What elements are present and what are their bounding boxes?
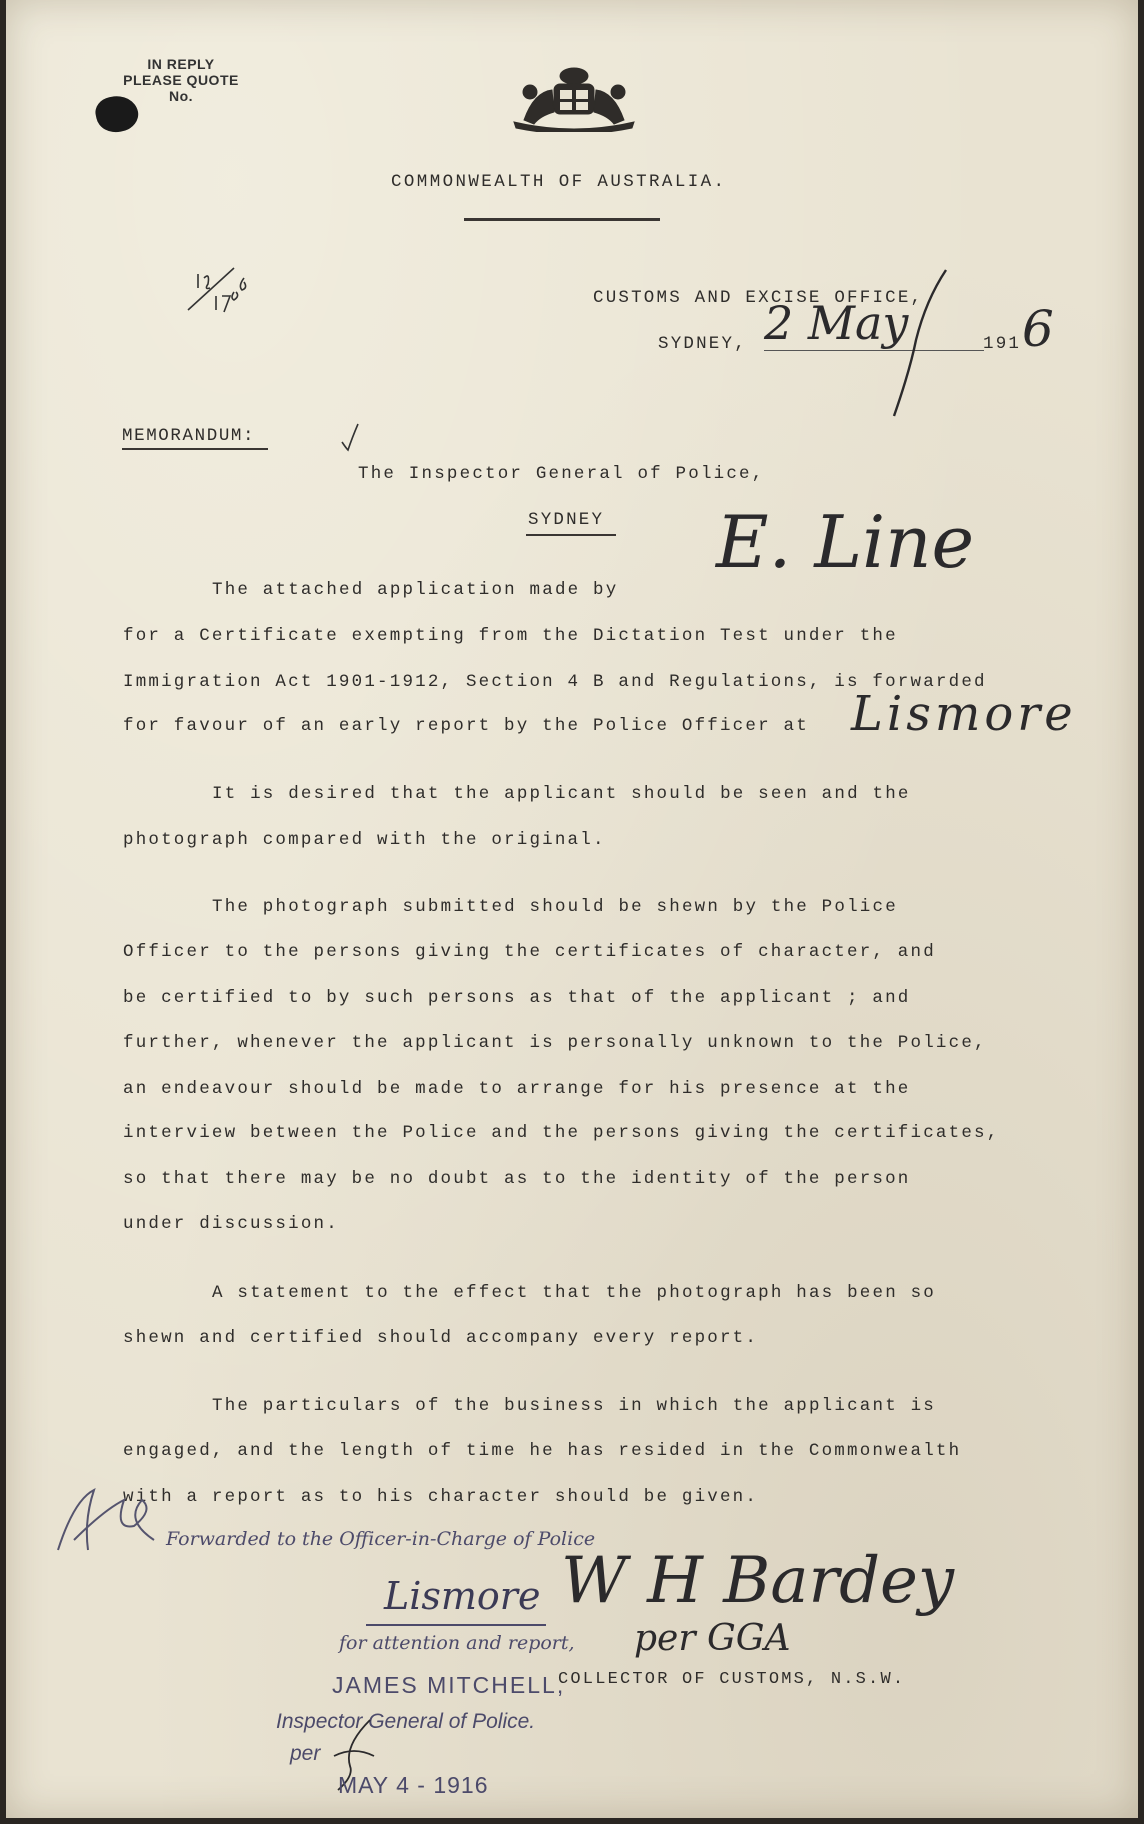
body-p5-line3: with a report as to his character should be given. (123, 1487, 759, 1507)
forwarded-place-underline (366, 1624, 546, 1626)
stamp-title: Inspector General of Police. (276, 1710, 536, 1733)
tick-mark (338, 420, 362, 454)
body-p3-line5: an endeavour should be made to arrange for his presence at the (123, 1079, 911, 1099)
body-p1-line1: The attached application made by (212, 580, 619, 600)
body-p2-line1: It is desired that the applicant should be seen and the (212, 784, 911, 804)
body-p3-line1: The photograph submitted should be shewn by the Police (212, 897, 898, 917)
memorandum-label: MEMORANDUM: (122, 426, 256, 446)
stamp-date: MAY 4 - 1916 (338, 1772, 489, 1798)
forwarded-note: Forwarded to the Officer-in-Charge of Police (166, 1528, 596, 1550)
reply-line-1: IN REPLY (147, 56, 215, 72)
reply-line-2: PLEASE QUOTE (123, 72, 239, 88)
body-p3-line2: Officer to the persons giving the certificates of character, and (123, 942, 936, 962)
signature-per-handwritten: per GGA (634, 1618, 791, 1659)
collector-title: COLLECTOR OF CUSTOMS, N.S.W. (558, 1670, 906, 1689)
initials-scribble (54, 1480, 164, 1560)
coat-of-arms-icon (504, 62, 644, 132)
stamp-per: per (290, 1742, 321, 1765)
body-p1-line3: Immigration Act 1901-1912, Section 4 B and Regulations, is forwarded (123, 672, 987, 692)
title-rule (464, 218, 660, 221)
year-handwritten: 6 (1022, 300, 1054, 358)
reply-quote-box (111, 56, 251, 104)
body-p3-line4: further, whenever the applicant is personally unknown to the Police, (123, 1033, 987, 1053)
stamp-name: JAMES MITCHELL, (332, 1672, 566, 1698)
police-location-handwritten: Lismore (851, 686, 1077, 742)
recipient-city: SYDNEY (528, 510, 605, 530)
signature-handwritten: W H Bardey (561, 1544, 955, 1618)
recipient-city-underline (526, 534, 616, 536)
document-sheet (6, 0, 1138, 1818)
body-p3-line3: be certified to by such persons as that of the applicant ; and (123, 988, 911, 1008)
date-handwritten: 2 May (764, 296, 909, 350)
body-p1-line2: for a Certificate exempting from the Dictation Test under the (123, 626, 898, 646)
body-p1-line4: for favour of an early report by the Police Officer at (123, 716, 809, 736)
memorandum-underline (122, 448, 268, 450)
margin-file-number (186, 258, 266, 328)
body-p3-line7: so that there may be no doubt as to the identity of the person (123, 1169, 911, 1189)
body-p5-line2: engaged, and the length of time he has resided in the Commonwealth (123, 1441, 962, 1461)
body-p3-line6: interview between the Police and the persons giving the certificates, (123, 1123, 1000, 1143)
recipient-title: The Inspector General of Police, (358, 464, 765, 484)
office-city: SYDNEY, (658, 334, 747, 354)
forwarded-place-handwritten: Lismore (384, 1574, 541, 1618)
office-name: CUSTOMS AND EXCISE OFFICE, (593, 288, 924, 308)
body-p4-line2: shewn and certified should accompany every report. (123, 1328, 759, 1348)
body-p2-line2: photograph compared with the original. (123, 830, 606, 850)
body-p5-line1: The particulars of the business in which the applicant is (212, 1396, 936, 1416)
reply-line-3: No. (168, 88, 194, 104)
body-p3-line8: under discussion. (123, 1214, 339, 1234)
year-prefix: 191 (983, 334, 1022, 354)
applicant-name-handwritten: E. Line (716, 500, 975, 584)
attention-note: for attention and report, (339, 1632, 575, 1654)
page-title: COMMONWEALTH OF AUSTRALIA. (391, 172, 727, 192)
date-pen-stroke (886, 260, 966, 420)
body-p4-line1: A statement to the effect that the photograph has been so (212, 1283, 936, 1303)
